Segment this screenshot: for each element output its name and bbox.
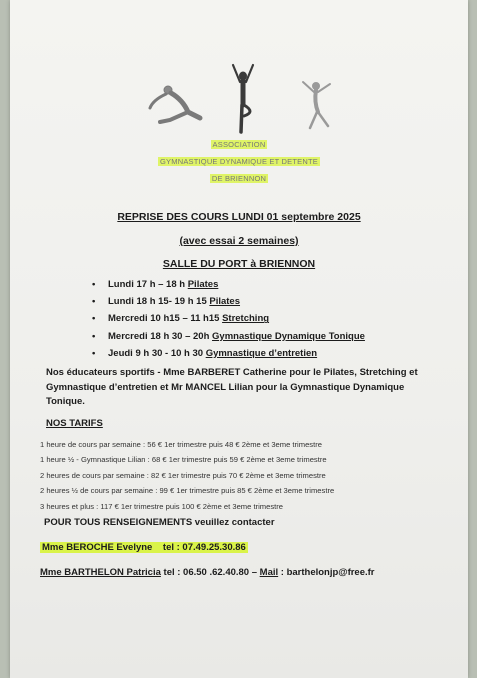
contact-barthelon-mail[interactable]: : barthelonjp@free.fr xyxy=(278,567,375,578)
contact-barthelon-name: Mme BARTHELON Patricia xyxy=(40,567,161,578)
stretch-figure-icon xyxy=(150,86,200,122)
schedule-item: • Lundi 17 h – 18 h Pilates xyxy=(92,276,365,293)
reprise-title: REPRISE DES COURS LUNDI 01 septembre 2025 xyxy=(117,211,361,223)
flyer-page xyxy=(10,0,468,678)
association-line-3: DE BRIENNON xyxy=(211,174,267,183)
association-header xyxy=(10,136,468,187)
tarif-row: 2 heures ½ de cours par semaine : 99 € 1er trimestre puis 85 € 2ème et 3eme trimestre xyxy=(40,486,335,496)
association-line-2: GYMNASTIQUE DYNAMIQUE ET DETENTE xyxy=(160,157,318,166)
tarif-row: 2 heures de cours par semaine : 82 € 1er trimestre puis 70 € 2ème et 3eme trimestre xyxy=(40,470,326,480)
contact-beroche-highlight xyxy=(40,542,248,553)
contact-intro: POUR TOUS RENSEIGNEMENTS veuillez contacter xyxy=(44,517,275,528)
contact-barthelon-tel: tel : 06.50 .62.40.80 – xyxy=(160,567,260,578)
contact-barthelon xyxy=(40,567,375,578)
educators-paragraph: Nos éducateurs sportifs - Mme BARBERET Catherine pour le Pilates, Stretching et Gymnastique d’entretien et Mr MANCEL Lilian pour la Gymnastique Dynamique Tonique. xyxy=(46,367,418,407)
contact-beroche-name: Mme BEROCHE Evelyne xyxy=(42,542,153,553)
association-line-1: ASSOCIATION xyxy=(212,140,266,149)
essai-subtitle: (avec essai 2 semaines) xyxy=(179,235,299,247)
contact-barthelon-mail-label: Mail xyxy=(259,567,279,578)
yoga-figures-illustration xyxy=(138,60,348,135)
tree-pose-figure-icon xyxy=(233,65,253,132)
schedule-item: • Jeudi 9 h 30 - 10 h 30 Gymnastique d’entretien xyxy=(92,345,365,362)
schedule-item: • Mercredi 10 h15 – 11 h15 Stretching xyxy=(92,310,365,327)
tarif-row: 1 heure ½ - Gymnastique Lilian : 68 € 1er trimestre puis 59 € 2ème et 3eme trimestre xyxy=(40,455,327,465)
schedule-item: • Mercredi 18 h 30 – 20h Gymnastique Dynamique Tonique xyxy=(92,328,365,345)
tarifs-list xyxy=(40,437,334,514)
schedule-list xyxy=(92,276,365,362)
tarif-row: 3 heures et plus : 117 € 1er trimestre puis 100 € 2ème et 3eme trimestre xyxy=(40,501,283,511)
dancer-figure-icon xyxy=(303,82,330,128)
tarif-row: 1 heure de cours par semaine : 56 € 1er trimestre puis 48 € 2ème et 3eme trimestre xyxy=(40,440,322,449)
contact-beroche xyxy=(40,542,248,553)
schedule-item: • Lundi 18 h 15- 19 h 15 Pilates xyxy=(92,293,365,310)
contact-beroche-tel: tel : 07.49.25.30.86 xyxy=(162,542,246,553)
tarifs-heading: NOS TARIFS xyxy=(46,418,103,429)
salle-title: SALLE DU PORT à BRIENNON xyxy=(162,258,316,270)
